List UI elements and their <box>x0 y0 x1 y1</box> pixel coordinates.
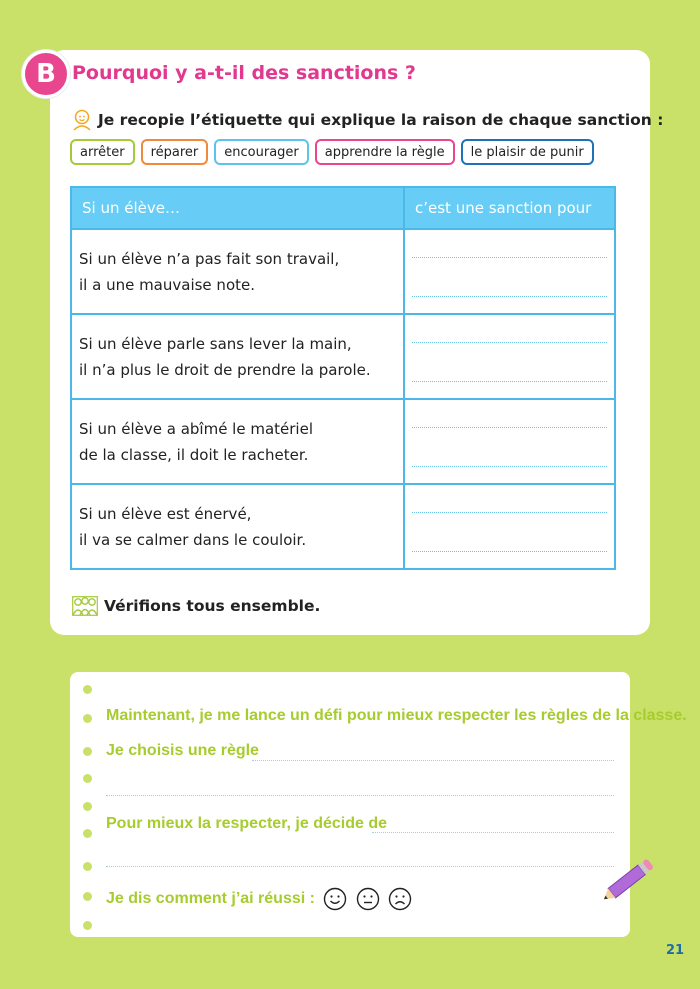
sanction-table <box>70 186 616 570</box>
situation-line: il n’a plus le droit de prendre la parole. <box>79 360 371 379</box>
decide-label: Pour mieux la respecter, je décide de <box>106 815 388 832</box>
answer-line[interactable] <box>412 381 607 382</box>
header-situation: Si un élève… <box>71 187 404 229</box>
answer-line[interactable] <box>412 296 607 297</box>
group-icon <box>72 596 98 616</box>
notebook-bullet <box>83 802 92 811</box>
answer-line[interactable] <box>412 466 607 467</box>
notebook-bullet <box>83 774 92 783</box>
situation-cell <box>71 314 404 399</box>
answer-cell[interactable] <box>404 314 615 399</box>
answer-line[interactable] <box>412 257 607 258</box>
notebook-bullet <box>83 892 92 901</box>
situation-line: il va se calmer dans le couloir. <box>79 530 307 549</box>
result-label: Je dis comment j’ai réussi : <box>106 890 315 908</box>
section-badge: B <box>22 50 70 98</box>
choose-rule-label: Je choisis une règle <box>106 742 259 759</box>
table-row <box>71 229 615 314</box>
verify-row <box>72 596 320 616</box>
happy-face-icon[interactable] <box>323 887 347 911</box>
situation-cell <box>71 229 404 314</box>
notebook-bullet <box>83 714 92 723</box>
tag-reparer: réparer <box>141 139 209 165</box>
tag-le-plaisir-de-punir: le plaisir de punir <box>461 139 594 165</box>
answer-cell[interactable] <box>404 484 615 569</box>
instruction <box>72 108 663 132</box>
situation-cell <box>71 484 404 569</box>
situation-line: il a une mauvaise note. <box>79 275 255 294</box>
notebook-bullet <box>83 862 92 871</box>
table-row <box>71 399 615 484</box>
verify-text: Vérifions tous ensemble. <box>104 597 321 615</box>
neutral-face-icon[interactable] <box>356 887 380 911</box>
answer-cell[interactable] <box>404 229 615 314</box>
situation-line: Si un élève a abîmé le matériel <box>79 419 313 438</box>
answer-line[interactable] <box>412 551 607 552</box>
situation-cell <box>71 399 404 484</box>
answer-cell[interactable] <box>404 399 615 484</box>
situation-line: Si un élève est énervé, <box>79 504 252 523</box>
notebook-bullet <box>83 829 92 838</box>
tag-list <box>70 139 594 165</box>
situation-line: Si un élève parle sans lever la main, <box>79 334 352 353</box>
header-sanction: c’est une sanction pour <box>404 187 615 229</box>
notebook-bullet <box>83 921 92 930</box>
result-row <box>106 887 412 911</box>
table-row <box>71 314 615 399</box>
table-row <box>71 484 615 569</box>
challenge-text: Maintenant, je me lance un défi pour mieux respecter les règles de la classe. <box>106 707 687 724</box>
notebook-bullet <box>83 747 92 756</box>
situation-line: de la classe, il doit le racheter. <box>79 445 309 464</box>
table-header-row <box>71 187 615 229</box>
rule-answer-line[interactable] <box>252 760 614 761</box>
decide-answer-line-2[interactable] <box>106 866 614 867</box>
tag-arreter: arrêter <box>70 139 135 165</box>
answer-line[interactable] <box>412 512 607 513</box>
section-title: Pourquoi y a-t-il des sanctions ? <box>72 62 416 84</box>
sad-face-icon[interactable] <box>388 887 412 911</box>
page-number: 21 <box>666 943 685 958</box>
situation-line: Si un élève n’a pas fait son travail, <box>79 249 340 268</box>
decide-answer-line[interactable] <box>372 832 614 833</box>
notebook-bullet <box>83 685 92 694</box>
pupil-icon <box>72 109 92 131</box>
pencil-icon <box>598 852 660 910</box>
answer-line[interactable] <box>412 342 607 343</box>
answer-line[interactable] <box>412 427 607 428</box>
rule-answer-line-2[interactable] <box>106 795 614 796</box>
instruction-text: Je recopie l’étiquette qui explique la raison de chaque sanction : <box>98 111 664 129</box>
tag-apprendre-la-regle: apprendre la règle <box>315 139 455 165</box>
tag-encourager: encourager <box>214 139 308 165</box>
